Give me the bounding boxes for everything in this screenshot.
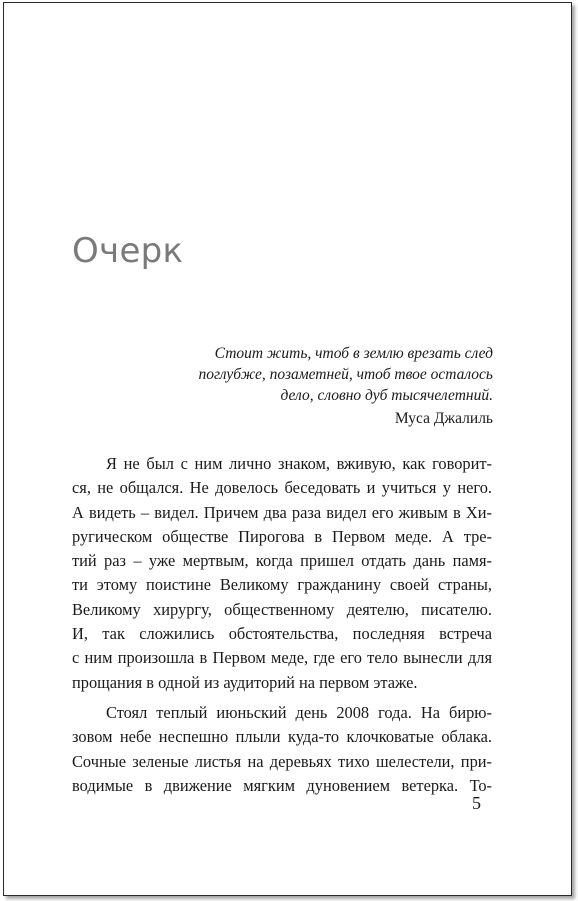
text-line: прощания в одной из аудиторий на первом этаже.	[72, 672, 418, 692]
text-line: Стоял теплый июньский день 2008 года. На бирю-	[106, 702, 492, 722]
epigraph-line: поглубже, позаметней, чтоб твое осталось	[198, 366, 493, 383]
text-line: тий раз – уже мертвым, когда пришел отдать дань памя-	[72, 551, 492, 571]
epigraph-line: дело, словно дуб тысячелетний.	[280, 387, 493, 404]
text-line: А видеть – видел. Причем два раза видел его живым в Хи-	[72, 502, 492, 522]
page	[3, 2, 572, 896]
body-text	[72, 452, 492, 798]
epigraph	[184, 343, 493, 429]
text-line: И, так сложились обстоятельства, последняя встреча	[72, 624, 492, 644]
text-line: зовом небе неспешно плыли куда-то клочковатые облака.	[72, 727, 492, 747]
text-line: Сочные зеленые листья на деревьях тихо шелестели, при-	[72, 751, 492, 771]
text-line: Великому хирургу, общественному деятелю, писателю.	[72, 599, 492, 619]
text-line: ругическом обществе Пирогова в Первом меде. А тре-	[72, 526, 492, 546]
paragraph	[72, 452, 492, 695]
text-line: ся, не общался. Не довелось беседовать и учиться у него.	[72, 478, 492, 498]
text-line: с ним произошла в Первом меде, где его тело вынесли для	[72, 648, 492, 668]
paragraph	[72, 701, 492, 798]
text-line: Я не был с ним лично знаком, вживую, как говорит-	[106, 454, 492, 473]
text-line: ти этому поистине Великому гражданину своей страны,	[72, 575, 492, 595]
epigraph-author: Муса Джалиль	[394, 410, 493, 427]
epigraph-line: Стоит жить, чтоб в землю врезать след	[214, 345, 493, 362]
chapter-title: Очерк	[72, 231, 184, 271]
page-number: 5	[472, 793, 481, 813]
text-line: водимые в движение мягким дуновением ветерка. То-	[72, 775, 492, 795]
